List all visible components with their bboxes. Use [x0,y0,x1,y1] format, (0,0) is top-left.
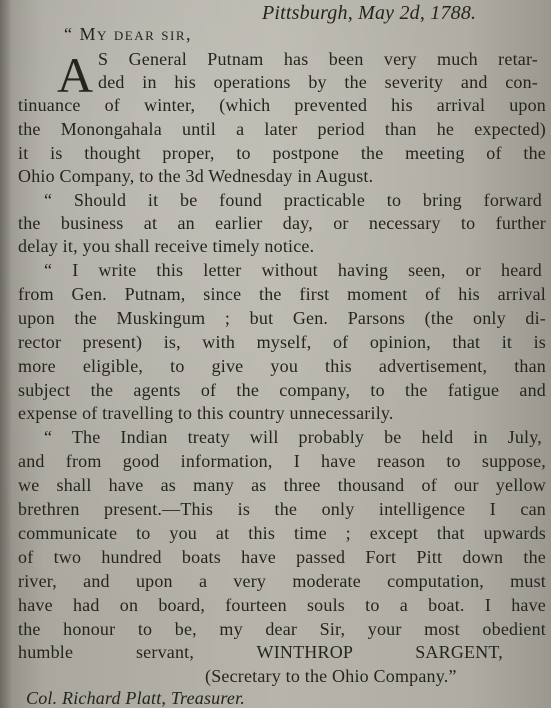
text-line: S General Putnam has been very much retar- [98,49,538,69]
text-line: “ Should it be found practicable to bring forward [44,190,542,210]
text-line: delay it, you shall receive timely notice. [18,236,315,256]
text-line: we shall have as many as three thousand of our yellow [18,475,546,495]
text-line: Ohio Company, to the 3d Wednesday in August. [18,166,374,186]
treasurer-line: Col. Richard Platt, Treasurer. [26,688,246,708]
signature-line: humble servant, WINTHROP SARGENT, [18,642,503,662]
signature-title: (Secretary to the Ohio Company.” [205,666,457,686]
text-line: from Gen. Putnam, since the first moment of his arrival [18,284,546,304]
text-line: upon the Muskingum ; but Gen. Parsons (the only di- [18,308,546,328]
text-line: river, and upon a very moderate computation, must [18,571,546,591]
text-line: subject the agents of the company, to the fatigue and [18,380,546,400]
text-line: expense of travelling to this country unnecessarily. [18,403,394,423]
text-line: rector present) is, with myself, of opinion, that it is [18,332,546,352]
dateline: Pittsburgh, May 2d, 1788. [262,2,477,24]
text-line: ded in his operations by the severity and con- [98,72,538,92]
text-line: brethren present.—This is the only intelligence I can [18,499,546,519]
text-line: more eligible, to give you this advertisement, than [18,356,546,376]
text-line: communicate to you at this time ; except that upwards [18,523,546,543]
text-line: of two hundred boats have passed Fort Pitt down the [18,547,546,567]
text-line: tinuance of winter, (which prevented his arrival upon [18,95,546,115]
salutation: “ My dear sir, [64,24,193,44]
text-line: the Monongahala until a later period than he expected) [18,119,546,139]
text-line: it is thought proper, to postpone the meeting of the [18,143,546,163]
text-line: “ The Indian treaty will probably be held in July, [44,427,542,447]
text-line: the honour to be, my dear Sir, your most obedient [18,619,546,639]
text-line: “ I write this letter without having seen, or heard [44,260,542,280]
drop-cap: A [57,47,94,103]
text-line: have had on board, fourteen souls to a boat. I have [18,595,546,615]
text-line: the business at an earlier day, or necessary to further [18,213,546,233]
text-line: and from good information, I have reason to suppose, [18,451,546,471]
